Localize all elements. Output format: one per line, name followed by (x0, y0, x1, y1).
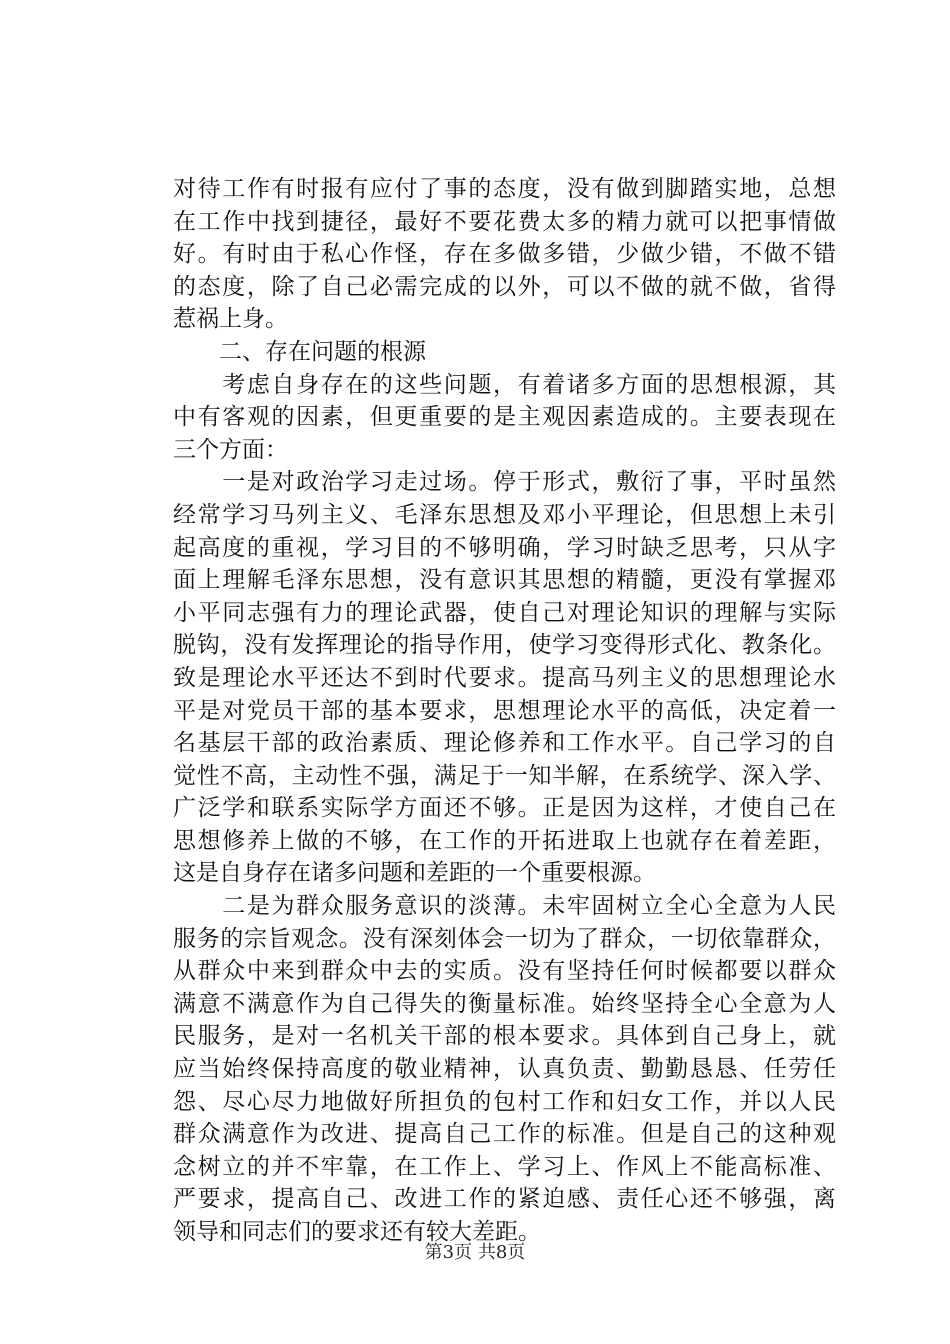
body-text (173, 173, 836, 1249)
text-line: 名基层干部的政治素质、理论修养和工作水平。自己学习的自 (173, 730, 836, 757)
text-line: 脱钩，没有发挥理论的指导作用，使学习变得形式化、教条化。 (173, 632, 836, 659)
text-line: 二、存在问题的根源 (173, 338, 426, 365)
text-line: 群众满意作为改进、提高自己工作的标准。但是自己的这种观 (173, 1121, 836, 1148)
text-line: 三个方面： (173, 436, 288, 463)
text-line: 念树立的并不牢靠，在工作上、学习上、作风上不能高标准、 (173, 1153, 836, 1180)
text-line: 一是对政治学习走过场。停于形式，敷衍了事，平时虽然 (173, 469, 836, 496)
text-line: 好。有时由于私心作怪，存在多做多错，少做少错，不做不错 (173, 241, 836, 268)
text-line: 惹祸上身。 (173, 306, 288, 333)
text-line: 二是为群众服务意识的淡薄。未牢固树立全心全意为人民 (173, 893, 836, 920)
text-line: 平是对党员干部的基本要求，思想理论水平的高低，决定着一 (173, 697, 836, 724)
text-line: 在工作中找到捷径，最好不要花费太多的精力就可以把事情做 (173, 208, 836, 235)
text-line: 严要求，提高自己、改进工作的紧迫感、责任心还不够强，离 (173, 1186, 836, 1213)
text-line: 小平同志强有力的理论武器，使自己对理论知识的理解与实际 (173, 599, 836, 626)
text-line: 怨、尽心尽力地做好所担负的包村工作和妇女工作，并以人民 (173, 1088, 836, 1115)
text-line: 满意不满意作为自己得失的衡量标准。始终坚持全心全意为人 (173, 990, 836, 1017)
text-line: 面上理解毛泽东思想，没有意识其思想的精髓，更没有掌握邓 (173, 567, 836, 594)
text-line: 民服务，是对一名机关干部的根本要求。具体到自己身上，就 (173, 1023, 836, 1050)
text-line: 觉性不高，主动性不强，满足于一知半解，在系统学、深入学、 (173, 762, 836, 789)
text-line: 致是理论水平还达不到时代要求。提高马列主义的思想理论水 (173, 664, 836, 691)
text-line: 考虑自身存在的这些问题，有着诸多方面的思想根源，其 (173, 371, 836, 398)
text-line: 从群众中来到群众中去的实质。没有坚持任何时候都要以群众 (173, 958, 836, 985)
text-line: 服务的宗旨观念。没有深刻体会一切为了群众，一切依靠群众， (173, 925, 836, 952)
text-line: 的态度，除了自己必需完成的以外，可以不做的就不做，省得 (173, 273, 836, 300)
text-line: 广泛学和联系实际学方面还不够。正是因为这样，才使自己在 (173, 795, 836, 822)
text-line: 起高度的重视，学习目的不够明确，学习时缺乏思考，只从字 (173, 534, 836, 561)
text-line: 领导和同志们的要求还有较大差距。 (173, 1219, 541, 1245)
text-line: 思想修养上做的不够，在工作的开拓进取上也就存在着差距， (173, 827, 836, 854)
text-line: 经常学习马列主义、毛泽东思想及邓小平理论，但思想上未引 (173, 501, 836, 528)
text-line: 这是自身存在诸多问题和差距的一个重要根源。 (173, 860, 656, 887)
text-line: 应当始终保持高度的敬业精神，认真负责、勤勤恳恳、任劳任 (173, 1056, 836, 1083)
text-line: 中有客观的因素，但更重要的是主观因素造成的。主要表现在 (173, 404, 836, 431)
page-footer: 第3页 共8页 (424, 1242, 526, 1263)
text-line: 对待工作有时报有应付了事的态度，没有做到脚踏实地，总想 (173, 176, 836, 202)
